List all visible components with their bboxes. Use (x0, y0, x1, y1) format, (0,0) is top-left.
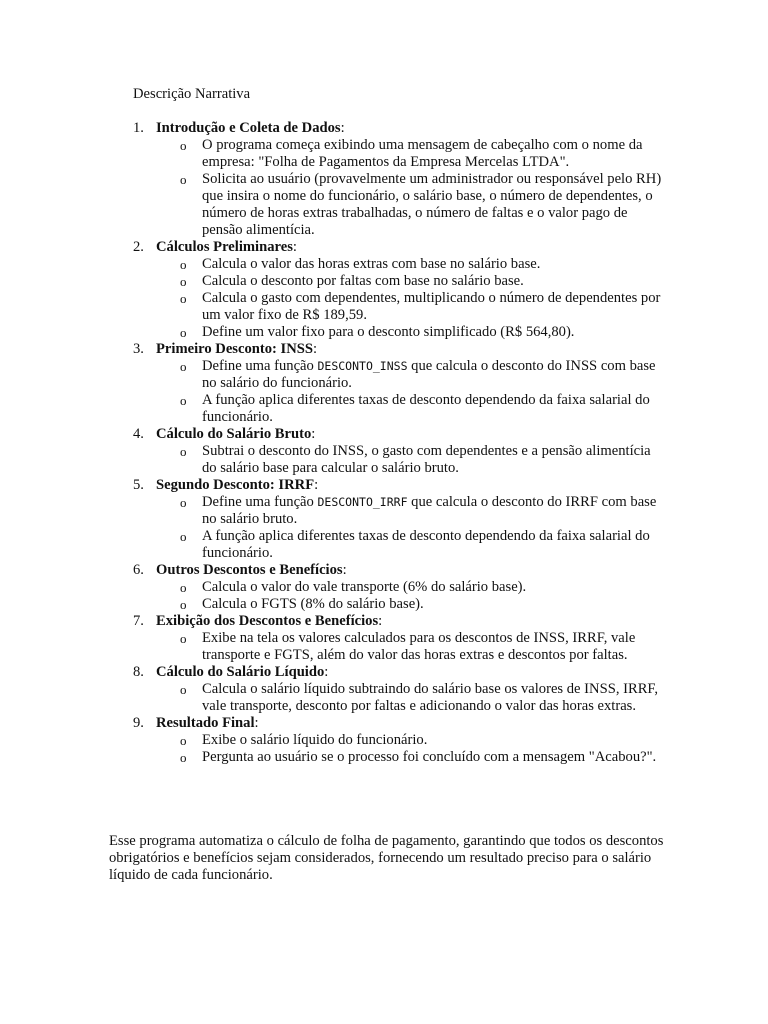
function-name: DESCONTO_INSS (317, 359, 408, 373)
sub-item (156, 494, 668, 528)
bullet-icon: o (180, 291, 187, 306)
step-title: Resultado Final (156, 715, 255, 731)
sub-item (156, 273, 668, 290)
sub-item (156, 171, 668, 239)
sub-item-text: Solicita ao usuário (provavelmente um administrador ou responsável pelo RH) que insira o nome do funcionário, o salário base, o número de dependentes, o número de horas extras trabalhadas, o número de faltas e o valor pago de pensão alimentícia. (202, 171, 662, 238)
step-title-colon: : (342, 562, 347, 578)
step-title: Cálculos Preliminares (156, 239, 293, 255)
sub-list (156, 732, 668, 766)
sub-item-text: Calcula o salário líquido subtraindo do salário base os valores de INSS, IRRF, vale transporte, desconto por faltas e adicionando o valor das horas extras. (202, 681, 659, 714)
step-heading (156, 426, 668, 443)
sub-item-text: que calcula o desconto do INSS com base no salário do funcionário. (202, 358, 656, 391)
bullet-icon: o (180, 444, 187, 459)
step-number: 6. (133, 562, 144, 578)
step-item (133, 120, 668, 239)
sub-item-text: A função aplica diferentes taxas de desconto dependendo da faixa salarial do funcionário. (202, 392, 650, 425)
sub-item (156, 732, 668, 749)
step-number: 9. (133, 715, 144, 731)
step-item (133, 477, 668, 562)
step-item (133, 562, 668, 613)
step-title: Outros Descontos e Benefícios (156, 562, 343, 578)
sub-item-text: Calcula o valor do vale transporte (6% do salário base). (202, 579, 527, 595)
step-number: 3. (133, 341, 144, 357)
step-item (133, 664, 668, 715)
sub-item (156, 681, 668, 715)
step-heading (156, 239, 668, 256)
step-title-colon: : (378, 613, 383, 629)
bullet-icon: o (180, 750, 187, 765)
sub-item (156, 392, 668, 426)
sub-item-text: que calcula o desconto do IRRF com base no salário bruto. (202, 494, 657, 527)
step-heading (156, 477, 668, 494)
sub-item-text: Calcula o valor das horas extras com base no salário base. (202, 256, 541, 272)
bullet-icon: o (180, 359, 187, 374)
step-item (133, 239, 668, 341)
bullet-icon: o (180, 172, 187, 187)
function-name: DESCONTO_IRRF (317, 495, 408, 509)
step-title: Segundo Desconto: IRRF (156, 477, 315, 493)
step-title-colon: : (340, 120, 345, 136)
sub-item-text: O programa começa exibindo uma mensagem de cabeçalho com o nome da empresa: "Folha de Pagamentos da Empresa Mercelas LTDA". (202, 137, 643, 170)
sub-item (156, 596, 668, 613)
sub-item-text: Exibe o salário líquido do funcionário. (202, 732, 428, 748)
sub-item (156, 256, 668, 273)
sub-item (156, 579, 668, 596)
bullet-icon: o (180, 257, 187, 272)
step-title: Cálculo do Salário Bruto (156, 426, 312, 442)
bullet-icon: o (180, 495, 187, 510)
sub-item-text: A função aplica diferentes taxas de desconto dependendo da faixa salarial do funcionário. (202, 528, 650, 561)
step-item (133, 426, 668, 477)
step-title-colon: : (314, 477, 319, 493)
bullet-icon: o (180, 580, 187, 595)
sub-item (156, 528, 668, 562)
sub-item-text: Define um valor fixo para o desconto simplificado (R$ 564,80). (202, 324, 575, 340)
sub-list (156, 494, 668, 562)
step-heading (156, 664, 668, 681)
step-number: 8. (133, 664, 144, 680)
step-title: Cálculo do Salário Líquido (156, 664, 325, 680)
sub-list (156, 681, 668, 715)
sub-list (156, 630, 668, 664)
bullet-icon: o (180, 597, 187, 612)
sub-item (156, 630, 668, 664)
bullet-icon: o (180, 274, 187, 289)
step-heading (156, 562, 668, 579)
step-number: 5. (133, 477, 144, 493)
bullet-icon: o (180, 138, 187, 153)
step-number: 1. (133, 120, 144, 136)
bullet-icon: o (180, 529, 187, 544)
document-title: Descrição Narrativa (133, 86, 251, 102)
step-title-colon: : (324, 664, 329, 680)
step-title: Primeiro Desconto: INSS (156, 341, 313, 357)
sub-item (156, 324, 668, 341)
sub-item-text: Calcula o desconto por faltas com base no salário base. (202, 273, 524, 289)
step-title-colon: : (313, 341, 318, 357)
sub-list (156, 137, 668, 239)
sub-list (156, 579, 668, 613)
conclusion-paragraph: Esse programa automatiza o cálculo de folha de pagamento, garantindo que todos os descontos obrigatórios e benefícios sejam considerados, fornecendo um resultado preciso para o salário líquido de cada funcionário. (109, 833, 664, 883)
bullet-icon: o (180, 733, 187, 748)
sub-item-text: Calcula o gasto com dependentes, multiplicando o número de dependentes por um valor fixo de R$ 189,59. (202, 290, 661, 323)
sub-item-text: Define uma função (202, 358, 318, 374)
sub-item-text: Pergunta ao usuário se o processo foi concluído com a mensagem "Acabou?". (202, 749, 657, 765)
sub-item-text: Calcula o FGTS (8% do salário base). (202, 596, 424, 612)
step-title-colon: : (311, 426, 316, 442)
bullet-icon: o (180, 631, 187, 646)
bullet-icon: o (180, 682, 187, 697)
sub-list (156, 443, 668, 477)
sub-item-text: Exibe na tela os valores calculados para os descontos de INSS, IRRF, vale transporte e FGTS, além do valor das horas extras e descontos por faltas. (202, 630, 636, 663)
sub-item (156, 443, 668, 477)
step-title: Exibição dos Descontos e Benefícios (156, 613, 379, 629)
step-heading (156, 120, 668, 137)
step-heading (156, 715, 668, 732)
step-heading (156, 341, 668, 358)
step-number: 7. (133, 613, 144, 629)
bullet-icon: o (180, 393, 187, 408)
sub-item-text: Subtrai o desconto do INSS, o gasto com dependentes e a pensão alimentícia do salário base para calcular o salário bruto. (202, 443, 651, 476)
bullet-icon: o (180, 325, 187, 340)
sub-item (156, 290, 668, 324)
sub-item (156, 749, 668, 766)
step-item (133, 341, 668, 426)
step-item (133, 613, 668, 664)
step-number: 4. (133, 426, 144, 442)
step-title: Introdução e Coleta de Dados (156, 120, 341, 136)
step-title-colon: : (254, 715, 259, 731)
sub-item (156, 137, 668, 171)
step-item (133, 715, 668, 766)
step-heading (156, 613, 668, 630)
sub-item (156, 358, 668, 392)
sub-item-text: Define uma função (202, 494, 318, 510)
sub-list (156, 256, 668, 341)
steps-list (133, 120, 668, 766)
step-title-colon: : (292, 239, 297, 255)
sub-list (156, 358, 668, 426)
step-number: 2. (133, 239, 144, 255)
